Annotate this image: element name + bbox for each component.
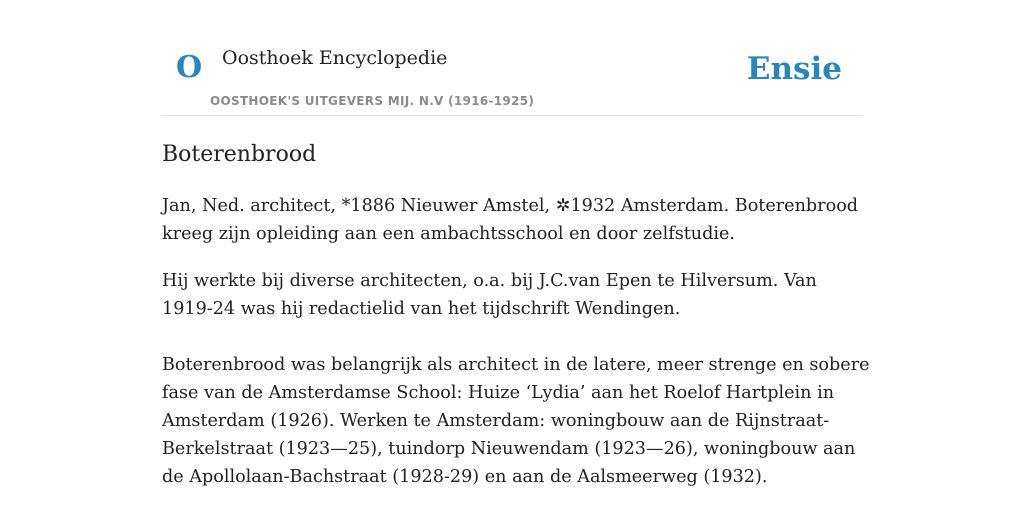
article-paragraph-3: Boterenbrood was belangrijk als architect in de latere, meer strenge en sobere fase van de Amsterdamse School: Huize ‘Lydia’ aan het Roelof Hartplein in Amsterdam (1926). Werken te Amsterdam: woningbouw aan de Rijnstraat-Berkelstraat (1923—25), tuindorp Nieuwendam (1923—26), woningbouw aan de Apollolaan-Bachstraat (1928-29) en aan de Aalsmeerweg (1932). — [162, 355, 870, 487]
publisher-subtitle: OOSTHOEK'S UITGEVERS MIJ. N.V (1916-1925) — [210, 94, 535, 108]
encyclopedia-title[interactable]: Oosthoek Encyclopedie — [222, 47, 448, 69]
ensie-brand-link[interactable]: Ensie — [746, 51, 842, 87]
page — [162, 0, 870, 487]
article-headword: Boterenbrood — [162, 142, 317, 167]
oosthoek-logo[interactable]: O — [176, 50, 203, 85]
article-paragraph-2: Hij werkte bij diverse architecten, o.a. bij J.C.van Epen te Hilversum. Van 1919-24 was hij redactielid van het tijdschrift Wendingen. — [162, 271, 817, 319]
site-header — [162, 0, 862, 116]
article-paragraph-1: Jan, Ned. architect, *1886 Nieuwer Amstel, ✲1932 Amsterdam. Boterenbrood kreeg zijn opleiding aan een ambachtsschool en door zelfstudie. — [162, 196, 859, 244]
